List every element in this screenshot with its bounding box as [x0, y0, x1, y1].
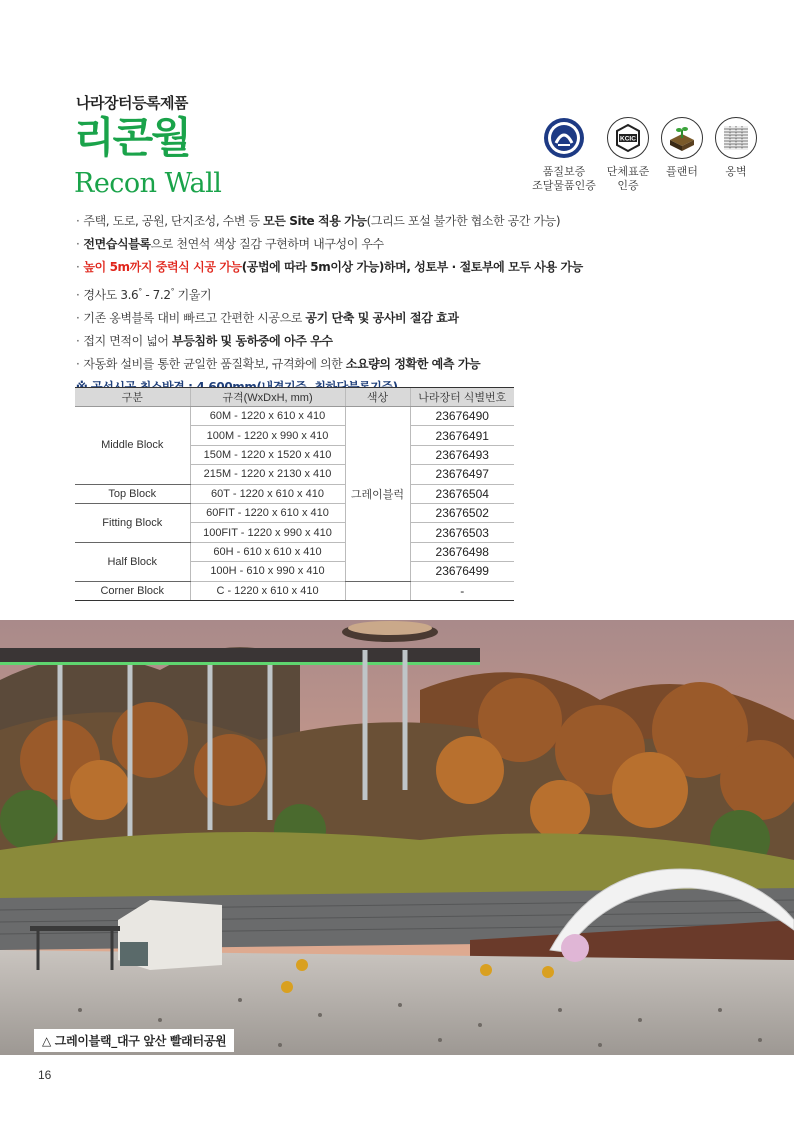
- id-cell: 23676503: [410, 523, 514, 542]
- cert-retaining-wall: [712, 117, 760, 179]
- spec-cell: 150M - 1220 x 1520 x 410: [190, 445, 345, 464]
- cert-quality: [532, 117, 596, 193]
- id-cell: -: [410, 581, 514, 600]
- spec-cell: 60T - 1220 x 610 x 410: [190, 484, 345, 503]
- product-title-korean: 리콘월: [74, 113, 190, 162]
- feature-wet-block: · 전면습식블록으로 천연석 색상 질감 구현하며 내구성이 우수: [76, 237, 384, 252]
- spec-cell: 60FIT - 1220 x 610 x 410: [190, 503, 345, 522]
- cert-planter-label: 플랜터: [666, 165, 698, 178]
- photo-caption: △ 그레이블랙_대구 앞산 빨래터공원: [34, 1029, 234, 1052]
- id-cell: 23676498: [410, 542, 514, 561]
- cert-kcic-label: 단체표준 인증: [606, 165, 650, 192]
- id-cell: 23676493: [410, 445, 514, 464]
- id-cell: 23676502: [410, 503, 514, 522]
- id-cell: 23676497: [410, 465, 514, 484]
- group-top-block: Top Block: [75, 484, 190, 503]
- feature-height: · 높이 5m까지 중력식 시공 가능(공법에 따라 5m이상 가능)하며, 성토부 · 절토부에 모두 사용 가능: [76, 260, 583, 275]
- spec-table: [75, 387, 514, 601]
- feature-slope: · 경사도 3.6° - 7.2° 기울기: [76, 286, 212, 302]
- table-row: [75, 542, 514, 561]
- cert-retaining-wall-label: 옹벽: [725, 165, 747, 178]
- feature-site: · 주택, 도로, 공원, 단지조성, 수변 등 모든 Site 적용 가능(그리드 포설 불가한 협소한 공간 가능): [76, 214, 561, 228]
- table-row: [75, 503, 514, 522]
- table-header: 색상: [345, 388, 410, 407]
- spec-cell: 100H - 610 x 990 x 410: [190, 562, 345, 581]
- certification-badges: [532, 117, 760, 207]
- table-header: 나라장터 식별번호: [410, 388, 514, 407]
- color-cell: 그레이블럭: [345, 407, 410, 582]
- installation-photo: [0, 620, 794, 1055]
- group-fitting-block: Fitting Block: [75, 503, 190, 542]
- spec-cell: 60M - 1220 x 610 x 410: [190, 407, 345, 426]
- group-corner-block: Corner Block: [75, 581, 190, 600]
- feature-list: [76, 210, 736, 400]
- table-header-row: [75, 388, 514, 407]
- product-title-english: Recon Wall: [74, 168, 222, 199]
- spec-cell: 100FIT - 1220 x 990 x 410: [190, 523, 345, 542]
- kcic-icon: [607, 117, 649, 159]
- cert-kcic: [604, 117, 652, 193]
- svg-text:KCIC: KCIC: [620, 135, 636, 143]
- table-row: [75, 407, 514, 426]
- planter-icon: [661, 117, 703, 159]
- table-header: 규격(WxDxH, mm): [190, 388, 345, 407]
- id-cell: 23676490: [410, 407, 514, 426]
- id-cell: 23676491: [410, 426, 514, 445]
- kicker-label: 나라장터등록제품: [76, 94, 188, 112]
- color-cell-empty: [345, 581, 410, 600]
- id-cell: 23676499: [410, 562, 514, 581]
- spec-cell: 215M - 1220 x 2130 x 410: [190, 465, 345, 484]
- feature-construction: · 기존 옹벽블록 대비 빠르고 간편한 시공으로 공기 단축 및 공사비 절감 효과: [76, 310, 459, 325]
- table-row: [75, 484, 514, 503]
- retaining-wall-icon: [715, 117, 757, 159]
- group-half-block: Half Block: [75, 542, 190, 581]
- id-cell: 23676504: [410, 484, 514, 503]
- feature-quality: · 자동화 설비를 통한 균일한 품질확보, 규격화에 의한 소요량의 정확한 예측 가능: [76, 357, 481, 372]
- cert-quality-label: 품질보증 조달물품인증: [532, 165, 596, 192]
- table-row: [75, 581, 514, 600]
- feature-ground: · 접지 면적이 넓어 부등침하 및 동하중에 아주 우수: [76, 334, 333, 349]
- table-header: 구분: [75, 388, 190, 407]
- spec-cell: 100M - 1220 x 990 x 410: [190, 426, 345, 445]
- page-number: 16: [38, 1068, 52, 1082]
- spec-cell: 60H - 610 x 610 x 410: [190, 542, 345, 561]
- group-middle-block: Middle Block: [75, 407, 190, 485]
- spec-cell: C - 1220 x 610 x 410: [190, 581, 345, 600]
- quality-cert-icon: [543, 117, 585, 159]
